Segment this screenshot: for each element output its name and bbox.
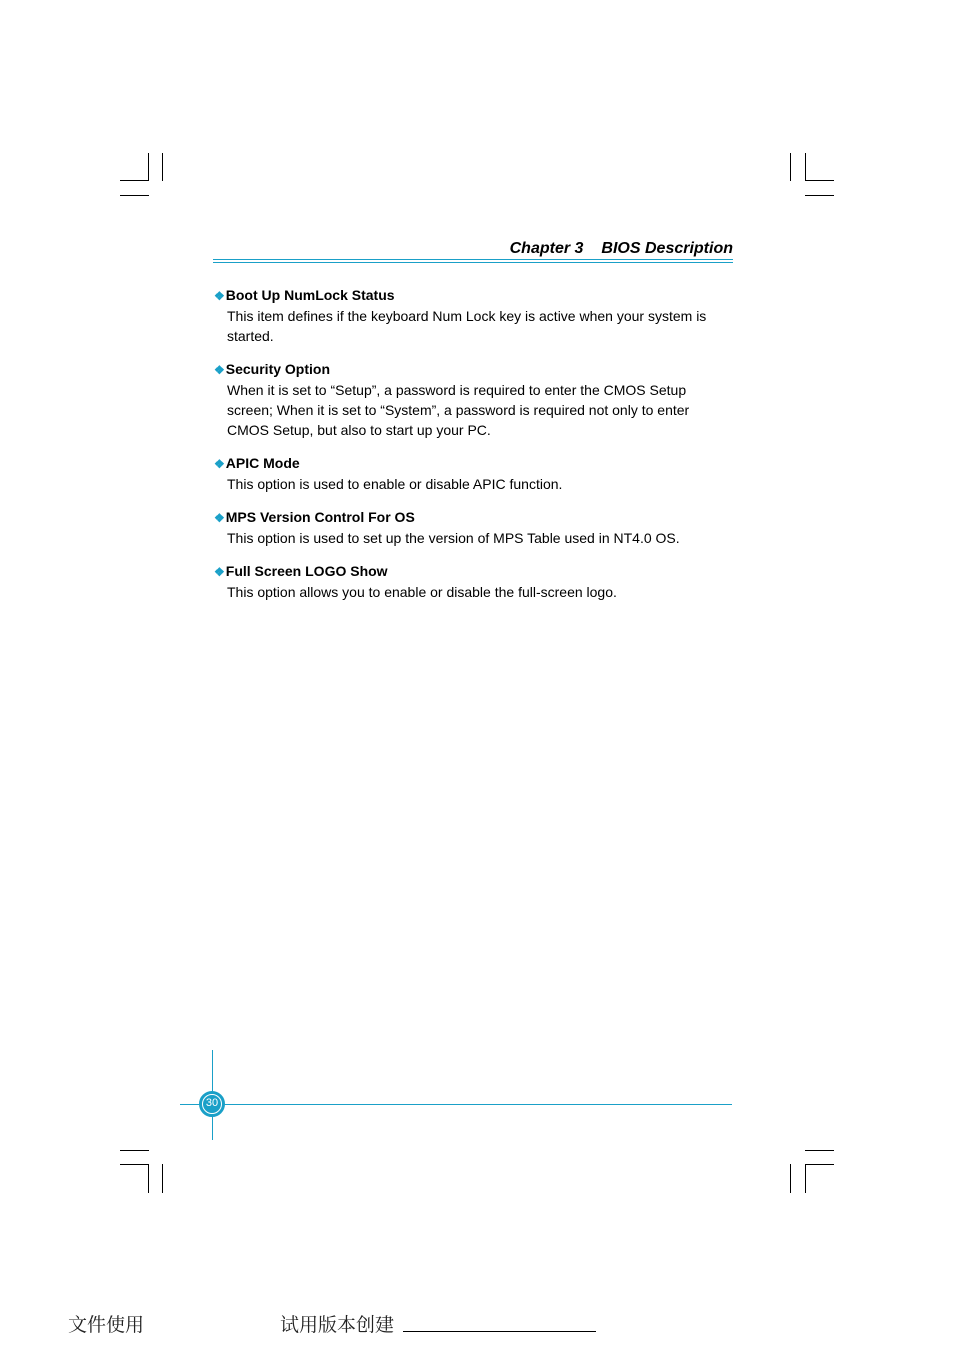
section-text: This item defines if the keyboard Num Lock key is active when your system is started. [227, 308, 707, 344]
header-title [510, 240, 733, 258]
diamond-bullet-icon: ❖ [214, 457, 225, 471]
crop-mark [120, 195, 149, 196]
watermark-underline [403, 1331, 596, 1332]
diamond-bullet-icon: ❖ [214, 565, 225, 579]
diamond-bullet-icon: ❖ [214, 511, 225, 525]
header-rule [213, 259, 733, 260]
chapter-label: Chapter 3 [509, 240, 584, 257]
section-text: This option allows you to enable or disable the full-screen logo. [227, 584, 617, 600]
page-number: 30 [205, 1097, 219, 1109]
crop-mark [790, 153, 791, 181]
crop-mark [805, 180, 834, 181]
section-text: When it is set to “Setup”, a password is required to enter the CMOS Setup screen; When it is set to “System”, a password is required not only to enter CMOS Setup, but also to start up your PC. [227, 382, 690, 438]
crop-mark [805, 153, 806, 181]
watermark-text-right: 试用版本创建 [280, 1314, 395, 1336]
page-number-badge [199, 1091, 225, 1117]
crop-mark [805, 1164, 806, 1193]
section-heading: ❖Boot Up NumLock Status [214, 287, 395, 303]
crop-mark [162, 153, 163, 181]
chapter-title: BIOS Description [601, 240, 733, 257]
section-heading: ❖MPS Version Control For OS [214, 509, 415, 525]
footer-rule [180, 1104, 732, 1105]
section-heading: ❖APIC Mode [214, 455, 300, 471]
crop-mark [120, 180, 149, 181]
section-text: This option is used to enable or disable APIC function. [227, 476, 563, 492]
crop-mark [790, 1164, 791, 1193]
diamond-bullet-icon: ❖ [214, 289, 225, 303]
section-text: This option is used to set up the version of MPS Table used in NT4.0 OS. [227, 530, 680, 546]
page-header [213, 238, 733, 264]
crop-mark [120, 1150, 149, 1151]
section-apic-mode [214, 454, 734, 494]
section-security-option [214, 360, 734, 440]
crop-mark [162, 1164, 163, 1193]
crop-mark [805, 195, 834, 196]
diamond-bullet-icon: ❖ [214, 363, 225, 377]
crop-mark [120, 1164, 149, 1165]
watermark-text-left: 文件使用 [68, 1314, 145, 1336]
header-rule [213, 262, 733, 263]
section-heading: ❖Full Screen LOGO Show [214, 563, 388, 579]
page-content [214, 286, 734, 616]
section-mps-version [214, 508, 734, 548]
crop-mark [148, 153, 149, 181]
section-full-screen-logo [214, 562, 734, 602]
section-heading: ❖Security Option [214, 361, 330, 377]
crop-mark [805, 1164, 834, 1165]
crop-mark [148, 1164, 149, 1193]
crop-mark [805, 1150, 834, 1151]
section-boot-up-numlock [214, 286, 734, 346]
